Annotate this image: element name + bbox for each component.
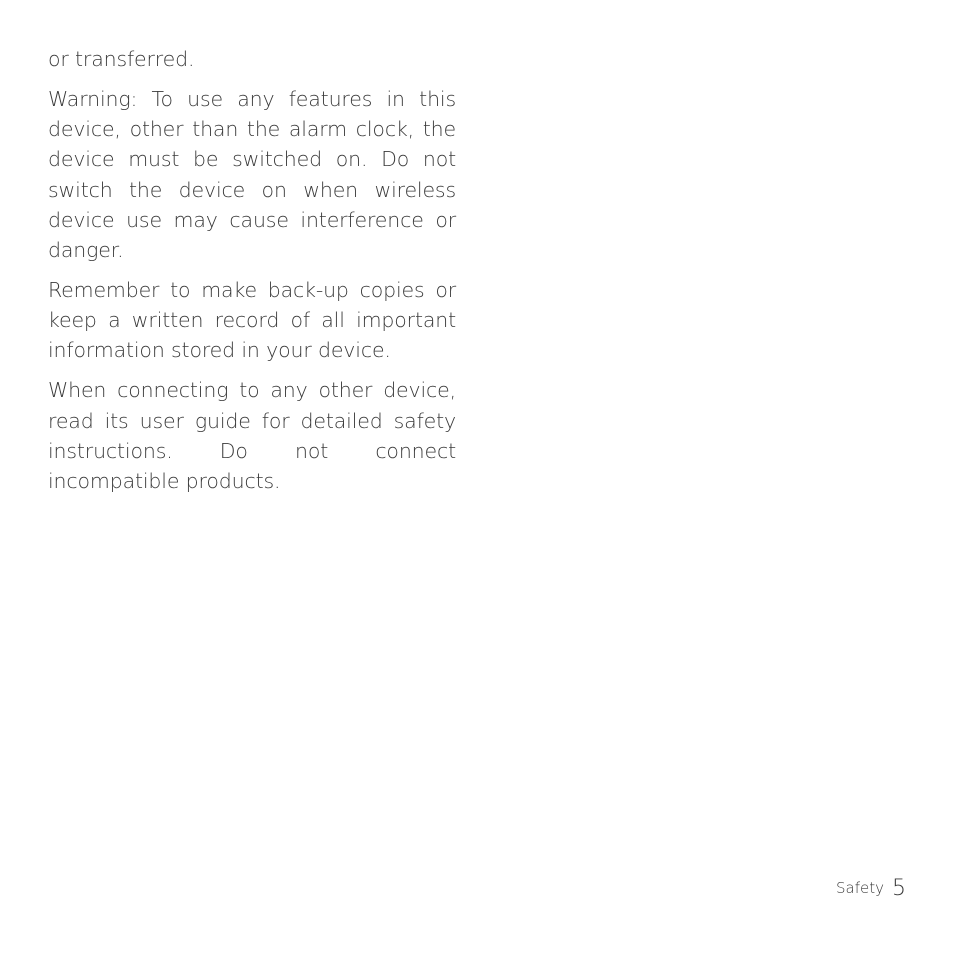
page-body	[48, 44, 456, 506]
paragraph-warning: Warning: To use any features in this device, other than the alarm clock, the device must be switched on. Do not switch the device on when wireless device use may cause interference or danger.	[48, 87, 456, 263]
page-footer	[836, 874, 906, 904]
paragraph-backup: Remember to make back-up copies or keep a written record of all important information stored in your device.	[48, 278, 456, 363]
paragraph-continuation: or transferred.	[48, 47, 195, 71]
section-label: Safety	[836, 879, 884, 897]
paragraph-connecting: When connecting to any other device, read its user guide for detailed safety instructions. Do not connect incompatible products.	[48, 378, 456, 494]
page-number: 5	[892, 876, 906, 901]
